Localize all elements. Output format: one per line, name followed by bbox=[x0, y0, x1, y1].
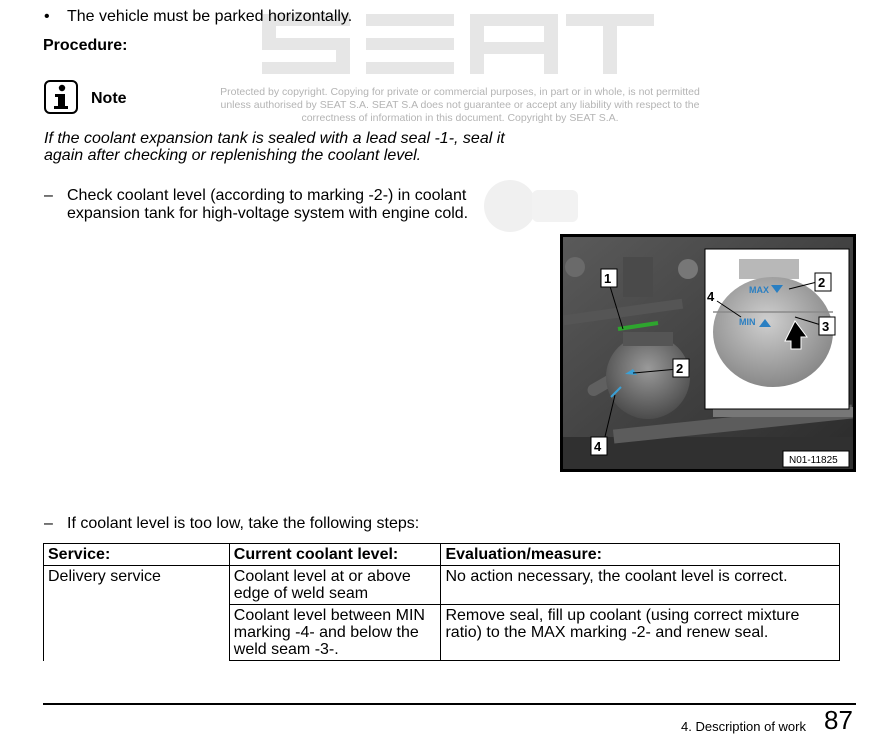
step-dash: – bbox=[44, 187, 53, 204]
callout-4-inset: 4 bbox=[707, 289, 715, 304]
table-cell: Remove seal, fill up coolant (using correct mixture ratio) to the MAX marking -2- and renew seal. bbox=[441, 605, 840, 661]
table-cell: Coolant level between MIN marking -4- and below the weld seam -3-. bbox=[229, 605, 441, 661]
info-glyph bbox=[50, 84, 72, 110]
max-marking: MAX bbox=[749, 285, 769, 295]
table-cell: No action necessary, the coolant level is correct. bbox=[441, 566, 840, 605]
info-icon bbox=[44, 80, 78, 114]
min-marking: MIN bbox=[739, 317, 756, 327]
table-row bbox=[44, 566, 840, 605]
step-check-coolant: Check coolant level (according to marking -2-) in coolant expansion tank for high-voltage system with engine cold. bbox=[67, 187, 469, 222]
callout-2: 2 bbox=[676, 361, 684, 376]
footer-section-title: 4. Description of work bbox=[681, 719, 806, 734]
table-cell: Delivery service bbox=[44, 566, 230, 605]
table-cell bbox=[44, 605, 230, 661]
coolant-tank-figure bbox=[560, 234, 856, 472]
table-header: Service: bbox=[44, 544, 230, 566]
step-dash: – bbox=[44, 515, 53, 532]
table-row bbox=[44, 605, 840, 661]
page-number: 87 bbox=[824, 705, 853, 735]
table-header-row bbox=[44, 544, 840, 566]
coolant-tank-illustration bbox=[563, 237, 853, 469]
copyright-notice: Protected by copyright. Copying for private or commercial purposes, in part or in whole, is not permitted unless authorised by SEAT S.A. SEAT S.A does not guarantee or accept any liability with respect to the correctness of information in this document. Copyright by SEAT S.A. bbox=[220, 86, 700, 124]
note-text: If the coolant expansion tank is sealed with a lead seal -1-, seal it again after checking or replenishing the coolant level. bbox=[44, 130, 505, 164]
bullet-symbol: • bbox=[44, 8, 50, 25]
table-header: Evaluation/measure: bbox=[441, 544, 840, 566]
table-header: Current coolant level: bbox=[229, 544, 441, 566]
callout-1: 1 bbox=[604, 271, 612, 286]
callout-4: 4 bbox=[594, 439, 602, 454]
footer-divider bbox=[43, 703, 856, 705]
callout-3: 3 bbox=[822, 319, 830, 334]
note-label: Note bbox=[91, 90, 127, 107]
callout-2-inset: 2 bbox=[818, 275, 826, 290]
figure-code: N01-11825 bbox=[789, 455, 838, 466]
procedure-heading: Procedure: bbox=[43, 37, 128, 54]
step-coolant-too-low: If coolant level is too low, take the following steps: bbox=[67, 515, 420, 532]
bullet-text: The vehicle must be parked horizontally. bbox=[67, 8, 353, 25]
table-cell: Coolant level at or above edge of weld seam bbox=[229, 566, 441, 605]
service-table bbox=[43, 543, 840, 661]
